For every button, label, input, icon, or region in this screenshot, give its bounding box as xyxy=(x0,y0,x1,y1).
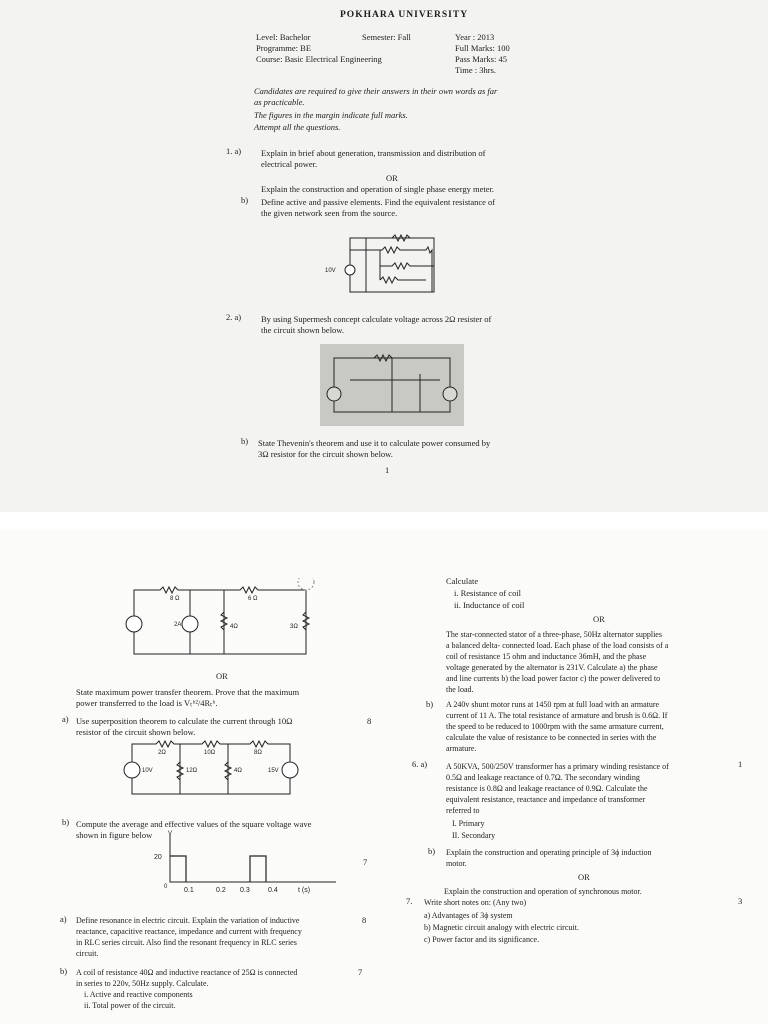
or-label: OR xyxy=(593,614,605,624)
q2b-number: b) xyxy=(241,436,249,446)
q7-item: b) Magnetic circuit analogy with electric circuit. xyxy=(424,923,579,932)
q5b-number: b) xyxy=(426,699,434,709)
q2b-text: State Thevenin's theorem and use it to calculate power consumed by xyxy=(258,438,491,448)
or-label: OR xyxy=(578,872,590,882)
circuit-label: 15V xyxy=(268,768,279,774)
max-power-text: State maximum power transfer theorem. Prove that the maximum xyxy=(76,687,300,697)
q7-text: Write short notes on: (Any two) xyxy=(424,898,527,907)
circuit-label: 12Ω xyxy=(186,768,198,774)
q2a-text: By using Supermesh concept calculate voltage across 2Ω resister of xyxy=(261,314,492,324)
equivalent-resistance-circuit xyxy=(322,226,448,300)
q4b-number: b) xyxy=(60,966,68,976)
q4b-item: i. Active and reactive components xyxy=(84,990,193,999)
q2b-text: 3Ω resistor for the circuit shown below. xyxy=(258,449,393,459)
q4a-text: reactance, capacitive reactance, impedance and current with frequency xyxy=(76,927,302,936)
q3b-number: b) xyxy=(62,817,70,827)
circuit-label: 8Ω xyxy=(254,750,262,756)
wave-tick-label: 0.1 xyxy=(184,887,194,894)
q6a-text: 0.5Ω and leakage reactance of 0.7Ω. The secondary winding xyxy=(446,773,640,782)
wave-tick-label: 0.2 xyxy=(216,887,226,894)
wave-tick-label: 0.4 xyxy=(268,887,278,894)
q7-item: a) Advantages of 3ϕ system xyxy=(424,911,513,920)
q6b-text: motor. xyxy=(446,859,467,868)
q1a-or-text: Explain the construction and operation of single phase energy meter. xyxy=(261,184,495,194)
star-question-text: the load. xyxy=(446,685,474,694)
q3a-number: a) xyxy=(62,714,69,724)
square-wave-graph xyxy=(140,826,340,896)
q3a-text: Use superposition theorem to calculate the current through 10Ω xyxy=(76,716,293,726)
calculate-label: Calculate xyxy=(446,576,479,586)
q4a-text: Define resonance in electric circuit. Explain the variation of inductive xyxy=(76,916,300,925)
exam-page-2 xyxy=(0,530,768,1024)
q3b-text: Compute the average and effective values of the square voltage wave xyxy=(76,819,312,829)
q2a-text: the circuit shown below. xyxy=(261,325,345,335)
q4b-text: A coil of resistance 40Ω and inductive reactance of 25Ω is connected xyxy=(76,968,298,977)
star-question-text: voltage generated by the alternator is 231V. Calculate a) the phase xyxy=(446,663,658,672)
level-line: Level: Bachelor xyxy=(256,32,311,42)
q6a-marks: 1 xyxy=(738,759,743,769)
q3b-marks: 7 xyxy=(363,857,368,867)
q5b-text: current of 11 A. The total resistance of armature and brush is 0.6Ω. If xyxy=(446,711,668,720)
q5b-text: armature. xyxy=(446,744,477,753)
circuit-label: 3Ω xyxy=(290,624,298,630)
q1a-text: electrical power. xyxy=(261,159,318,169)
full-marks-line: Full Marks: 100 xyxy=(455,43,510,53)
course-line: Course: Basic Electrical Engineering xyxy=(256,54,382,64)
q6b-text: Explain the construction and operating principle of 3ϕ induction xyxy=(446,848,652,857)
circuit-label: 8 Ω xyxy=(170,596,180,602)
q6a-text: resistance is 0.8Ω and leakage reactance of 0.9Ω. Calculate the xyxy=(446,784,648,793)
or-label: OR xyxy=(216,671,228,681)
q4a-marks: 8 xyxy=(362,915,367,925)
supermesh-circuit xyxy=(320,344,464,426)
q3a-text: resistor of the circuit shown below. xyxy=(76,727,196,737)
q6a-text: referred to xyxy=(446,806,480,815)
calc-item: ii. Inductance of coil xyxy=(454,600,525,610)
q7-marks: 3 xyxy=(738,896,743,906)
pass-marks-line: Pass Marks: 45 xyxy=(455,54,507,64)
wave-tick-label: 0.3 xyxy=(240,887,250,894)
q5b-text: A 240v shunt motor runs at 1450 rpm at full load with an armature xyxy=(446,700,660,709)
instruction-line: Candidates are required to give their answers in their own words as far xyxy=(254,86,498,96)
star-question-text: a balanced delta- connected load. Each phase of the load consists of a xyxy=(446,641,669,650)
circuit-label: 4Ω xyxy=(234,768,242,774)
q2a-number: 2. a) xyxy=(226,312,242,322)
q6a-text: equivalent resistance, reactance and impedance of transformer xyxy=(446,795,646,804)
q6a-item: I. Primary xyxy=(452,819,485,828)
page-number: 1 xyxy=(385,465,390,475)
instruction-line: as practicable. xyxy=(254,97,305,107)
q5b-text: the speed to be reduced to 1000rpm with the same armature current, xyxy=(446,722,664,731)
q5b-text: calculate the value of resistance to be connected in series with the xyxy=(446,733,657,742)
circuit-label: 2Ω xyxy=(158,750,166,756)
wave-origin-label: 0 xyxy=(164,884,168,890)
q4a-text: circuit. xyxy=(76,949,99,958)
programme-line: Programme: BE xyxy=(256,43,312,53)
q4b-text: in series to 220v, 50Hz supply. Calculate. xyxy=(76,979,209,988)
q1b-text: Define active and passive elements. Find the equivalent resistance of xyxy=(261,197,496,207)
wave-y-axis-label: V xyxy=(168,831,173,837)
semester-line: Semester: Fall xyxy=(362,32,411,42)
wave-level-label: 20 xyxy=(154,854,162,861)
q7-item: c) Power factor and its significance. xyxy=(424,935,540,944)
star-question-text: The star-connected stator of a three-phase, 50Hz alternator supplies xyxy=(446,630,662,639)
q1b-number: b) xyxy=(241,195,249,205)
star-question-text: and line currents b) the load power factor c) the power delivered to xyxy=(446,674,661,683)
year-line: Year : 2013 xyxy=(455,32,495,42)
circuit-label: 10V xyxy=(142,768,153,774)
instruction-line: Attempt all the questions. xyxy=(254,122,341,132)
q1b-text: the given network seen from the source. xyxy=(261,208,398,218)
wave-x-axis-label: t (s) xyxy=(298,887,311,894)
q6b-number: b) xyxy=(428,846,436,856)
or-label: OR xyxy=(386,173,398,183)
q4a-text: in RLC series circuit. Also find the resonant frequency in RLC series xyxy=(76,938,297,947)
q3a-marks: 8 xyxy=(367,716,372,726)
q3b-text: shown in figure below xyxy=(76,830,153,840)
source-label: 10V xyxy=(325,268,336,274)
thevenin-circuit xyxy=(120,578,324,664)
max-power-text: power transferred to the load is Vₜʰ²/4Rₜʰ. xyxy=(76,698,218,708)
q6a-number: 6. a) xyxy=(412,759,428,769)
q7-number: 7. xyxy=(406,896,413,906)
q4b-marks: 7 xyxy=(358,967,363,977)
q4b-item: ii. Total power of the circuit. xyxy=(84,1001,176,1010)
time-line: Time : 3hrs. xyxy=(455,65,497,75)
calc-item: i. Resistance of coil xyxy=(454,588,522,598)
instruction-line: The figures in the margin indicate full marks. xyxy=(254,110,408,120)
q6a-text: A 50KVA, 500/250V transformer has a primary winding resistance of xyxy=(446,762,669,771)
synchronous-question: Explain the construction and operation of synchronous motor. xyxy=(444,887,642,896)
circuit-label: 2A xyxy=(174,622,182,628)
circuit-label: 10Ω xyxy=(204,750,216,756)
q6a-item: II. Secondary xyxy=(452,831,496,840)
superposition-circuit xyxy=(118,738,302,800)
q1a-number: 1. a) xyxy=(226,146,242,156)
q4a-number: a) xyxy=(60,914,67,924)
university-name: POKHARA UNIVERSITY xyxy=(340,10,469,20)
q1a-text: Explain in brief about generation, transmission and distribution of xyxy=(261,148,486,158)
circuit-label: 4Ω xyxy=(230,624,238,630)
star-question-text: coil of resistance 15 ohm and inductance 36mH, and the phase xyxy=(446,652,647,661)
circuit-label: 6 Ω xyxy=(248,596,258,602)
